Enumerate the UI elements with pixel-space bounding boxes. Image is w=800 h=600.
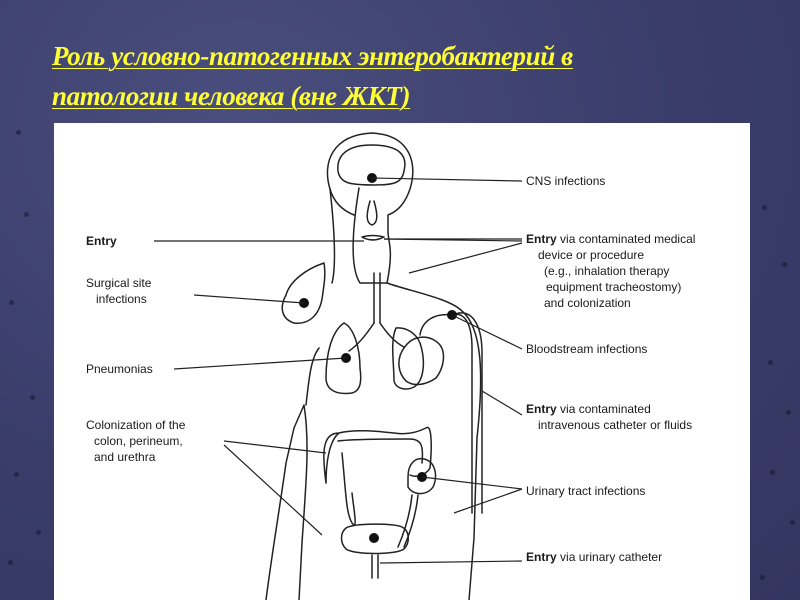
label-urinary-cath-entry: Entry [526, 550, 557, 564]
trachea [374, 273, 380, 323]
nose [367, 201, 377, 225]
label-surgical-1: Surgical site [86, 276, 152, 290]
label-device-5: and colonization [544, 296, 631, 310]
label-pneumonias: Pneumonias [86, 362, 153, 376]
slide-title-line-2: патологии человека (вне ЖКТ) [52, 81, 411, 111]
leader-surgical [194, 295, 304, 303]
label-device-1-rest: via contaminated medical [556, 232, 696, 246]
bladder-site-dot [369, 533, 379, 543]
label-iv-2: intravenous catheter or fluids [538, 418, 693, 432]
label-cns: CNS infections [526, 174, 606, 188]
leader-urinary-2 [454, 489, 522, 513]
urinary-catheter [372, 555, 378, 578]
label-urinary: Urinary tract infections [526, 484, 646, 498]
label-device-1 [526, 232, 695, 246]
left-shoulder [282, 263, 325, 323]
label-iv-1-rest: via contaminated [556, 402, 651, 416]
label-surgical-2: infections [96, 292, 147, 306]
label-device-2: device or procedure [538, 248, 645, 262]
label-device-3: (e.g., inhalation therapy [544, 264, 670, 278]
leader-device-3 [409, 243, 522, 273]
label-device-entry: Entry [526, 232, 557, 246]
neck-left [330, 189, 354, 215]
leader-cns [372, 178, 522, 181]
label-device-4: equipment tracheostomy) [546, 280, 682, 294]
label-colon-2: colon, perineum, [94, 434, 183, 448]
body-infection-diagram [54, 123, 750, 600]
leader-bloodstream [452, 315, 522, 349]
mouth [362, 236, 384, 241]
colon-inner [338, 439, 422, 463]
leader-iv [482, 391, 522, 415]
label-urinary-cath [526, 550, 662, 564]
slide-title-line-1: Роль условно-патогенных энтеробактерий в [52, 41, 573, 71]
leader-bladder [380, 561, 522, 563]
label-bloodstream: Bloodstream infections [526, 342, 648, 356]
leader-pneumonia [174, 358, 346, 369]
label-entry-left: Entry [86, 234, 117, 248]
left-arm-line [306, 348, 319, 405]
head-outline [327, 133, 412, 283]
leader-colon-1 [224, 441, 326, 453]
slide-title [52, 36, 752, 116]
label-colon-3: and urethra [94, 450, 156, 464]
label-iv-entry: Entry [526, 402, 557, 416]
label-iv-1 [526, 402, 651, 416]
label-urinary-cath-rest: via urinary catheter [556, 550, 663, 564]
label-colon-1: Colonization of the [86, 418, 186, 432]
